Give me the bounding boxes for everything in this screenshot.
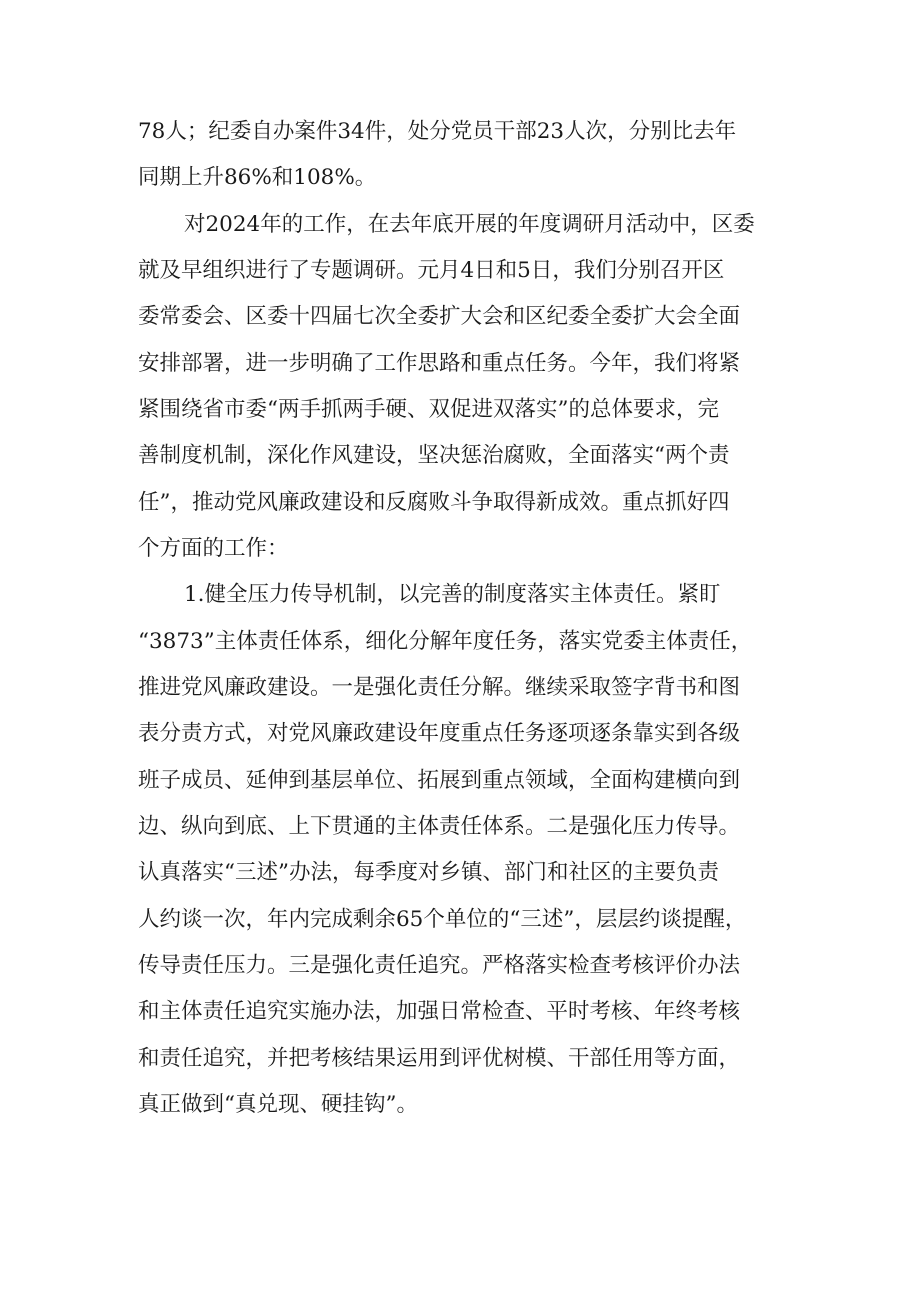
text-line: 认真落实“三述”办法，每季度对乡镇、部门和社区的主要负责 <box>138 860 719 885</box>
text-line: 推进党风廉政建设。一是强化责任分解。继续采取签字背书和图 <box>138 675 741 700</box>
text-line: 紧围绕省市委“两手抓两手硬、双促进双落实”的总体要求，完 <box>138 397 719 422</box>
text-line: 安排部署，进一步明确了工作思路和重点任务。今年，我们将紧 <box>138 351 741 376</box>
text-line: 1.健全压力传导机制，以完善的制度落实主体责任。紧盯 <box>184 582 721 607</box>
text-line: “3873”主体责任体系，细化分解年度任务，落实党委主体责任， <box>138 629 753 654</box>
text-line: 真正做到“真兑现、硬挂钩”。 <box>138 1092 418 1117</box>
text-line: 表分责方式，对党风廉政建设年度重点任务逐项逐条靠实到各级 <box>138 721 741 746</box>
text-line: 任”，推动党风廉政建设和反腐败斗争取得新成效。重点抓好四 <box>138 490 730 515</box>
text-line: 善制度机制，深化作风建设，坚决惩治腐败，全面落实“两个责 <box>138 443 730 468</box>
text-line: 和责任追究，并把考核结果运用到评优树模、干部任用等方面， <box>138 1046 741 1071</box>
text-line: 和主体责任追究实施办法，加强日常检查、平时考核、年终考核 <box>138 999 741 1024</box>
text-line: 就及早组织进行了专题调研。元月4日和5日，我们分别召开区 <box>138 258 725 283</box>
text-line: 传导责任压力。三是强化责任追究。严格落实检查考核评价办法 <box>138 953 741 978</box>
text-line: 个方面的工作： <box>138 536 289 561</box>
text-line: 边、纵向到底、上下贯通的主体责任体系。二是强化压力传导。 <box>138 814 741 839</box>
text-line: 同期上升86%和108%。 <box>138 165 377 190</box>
text-line: 78人；纪委自办案件34件，处分党员干部23人次，分别比去年 <box>138 119 737 144</box>
text-line: 委常委会、区委十四届七次全委扩大会和区纪委全委扩大会全面 <box>138 304 741 329</box>
text-line: 对2024年的工作，在去年底开展的年度调研月活动中，区委 <box>184 212 755 237</box>
text-line: 人约谈一次，年内完成剩余65个单位的“三述”，层层约谈提醒， <box>138 907 747 932</box>
text-line: 班子成员、延伸到基层单位、拓展到重点领域，全面构建横向到 <box>138 768 741 793</box>
